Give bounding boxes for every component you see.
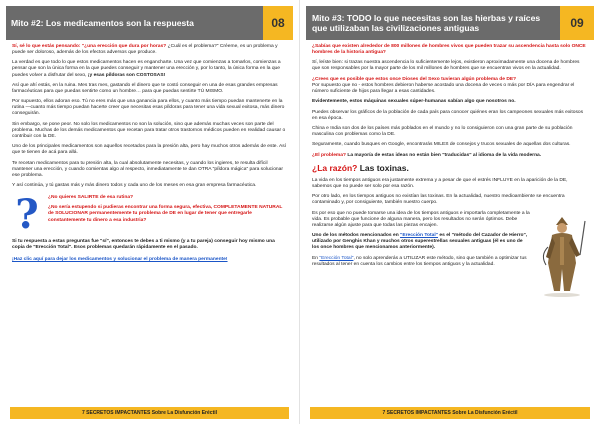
question-mark-icon: ? xyxy=(15,191,39,239)
paragraph: Seguramente, cuando busques en Google, encontrarás MILES de consejos y trucos sexuales de aquellas dos culturas. xyxy=(312,142,571,148)
paragraph: Así que ahí estás, en la ruina. Mes tras mes, gastando el dinero que te costó conseguir en una de esas grandes empresas farmacéuticas para que puedas sentirte como un hombre… para que puedas sentirte TÚ MISMO. xyxy=(12,82,278,94)
paragraph: Uno de los métodos mencionados en "Erección Total" es el "método del Cazador de Hierro", utilizado por Genghis Khan y muchos otros superestrellas sexuales antiguas (él es uno de los once hombres que mencionamos anteriormente). xyxy=(312,233,528,251)
page-number: 09 xyxy=(570,16,584,30)
cta-link[interactable]: ¡Haz clic aquí para dejar los medicamentos y solucionar el problema de manera permanente! xyxy=(12,257,228,263)
warrior-figure-icon xyxy=(536,211,588,297)
page-title: Mito #3: TODO lo que necesitas son las hierbas y raíces que utilizaban las civilizaciones antiguas xyxy=(306,6,560,40)
page-right xyxy=(300,0,600,424)
product-link[interactable]: "Erección Total" xyxy=(319,255,354,261)
paragraph: La verdad es que todo lo que estos medicamentos hacen es engancharte. Una vez que comienzas a tomarlos, comienzas a pensar que son la única forma en la que puedes conseguir y mantener una erección y, por lo tanto, la única forma en la que puedes volver a disfrutar del sexo, ¡y esas píldoras son COSTOSAS! xyxy=(12,60,281,78)
paragraph: Es por eso que no puede tomarse una idea de los tiempos antiguos e importarla completamente a la vida. Es probable que funcione de alguna manera, pero los resultados no serán óptimos. Debe realizarse algún ajuste para que todas las piezas encajen. xyxy=(312,210,530,228)
page-body xyxy=(312,44,588,400)
paragraph: Sí, sé lo que estás pensando: "¿una erección que dura por horas? ¿Cuál es el problema?" Créeme, es un problema y puede ser doloroso, además de los efectos adversos que produce. xyxy=(12,44,278,56)
paragraph: ¿El problema? La mayoría de estas ideas no están bien "traducidas" al idioma de la vida moderna. xyxy=(312,152,542,158)
warrior-illustration xyxy=(536,211,588,297)
page-header xyxy=(306,6,594,40)
page-number-badge xyxy=(263,6,293,40)
product-link[interactable]: "Erección Total" xyxy=(400,233,439,239)
call-to-action-text: Si tu respuesta a estas preguntas fue "sí", entonces te debes a ti mismo (y a tu pareja) conseguir hoy mismo una copia de "Erección Total". Esos problemas quedarán rápidamente en el pasado. xyxy=(12,239,275,251)
paragraph: Puedes observar los gráficos de la población de cada país para conocer quiénes eran los campeones sexuales más exitosos en esa época. xyxy=(312,109,584,121)
paragraph: Por supuesto, ellos adoran eso. Tú no eres más que una ganancia para ellos, y cuanto más tiempo puedan mantenerte en la rutina —cuanto más tiempo puedan hacerte creer que necesitas esas píldoras para tener una vida sexual exitosa, más dinero conseguirán. xyxy=(12,99,285,117)
paragraph: Sin embargo, se pone peor. No solo los medicamentos no son la solución, sino que además muchas veces son parte del problema. Muchas de los demás medicamentos que recetan para tratar otros trastornos médicos pueden en realidad causar o contribuir con la DE. xyxy=(12,121,286,139)
paragraph: Evidentemente, estos máquinas sexuales súper-humanas sabían algo que nosotros no. xyxy=(312,99,516,105)
paragraph: Y así continúa, y tú gastas más y más dinero todos y cada uno de los meses en esa gran empresa farmacéutica. xyxy=(12,183,257,188)
paragraph: Sí, leíste bien: si trazas nuestra ascendencia lo suficientemente lejos, existieron aproximadamente una docena de hombres que son responsables por la mayor parte de los mil millones de hombres que se encuentran vivos en la actualidad. xyxy=(312,60,580,72)
page-header xyxy=(6,6,293,40)
page-body xyxy=(12,44,287,400)
page-footer: 7 SECRETOS IMPACTANTES Sobre La Disfunción Eréctil xyxy=(10,407,289,419)
page-number: 08 xyxy=(271,16,285,30)
page-footer: 7 SECRETOS IMPACTANTES Sobre La Disfunción Eréctil xyxy=(310,407,590,419)
paragraph: Por otro lado, en los tiempos antiguos no existían las toxinas. En la actualidad, nuestro medioambiente se encuentra contaminado y, por consiguiente, también nuestro cuerpo. xyxy=(312,194,565,206)
question-2: ¿No sería estupendo si pudieras encontrar una forma segura, efectiva, COMPLETAMENTE NATURAL de SOLUCIONAR permanentemente tu problema de DE en lugar de tener que entregarle constantemente tu dinero a esa industria? xyxy=(48,205,283,223)
question-box xyxy=(12,191,287,239)
page-title: Mito #2: Los medicamentos son la respuesta xyxy=(6,6,263,40)
paragraph: La vida en los tiempos antiguos era justamente extrema y a pesar de que el estrés INFLUYE en la aparición de la DE, sabemos que no puede ser solo por esa razón. xyxy=(312,177,568,189)
paragraph: Uno de los principales medicamentos son aquellos recetados para la presión alta, pero hay muchos otros además de este. Así que te tienen de acá para allá. xyxy=(12,144,287,156)
question-1: ¿No quieres SALIRTE de esa rutina? xyxy=(48,195,134,201)
paragraph: China e India son dos de los países más poblados en el mundo y no lo consiguieron con una gran parte de su población masculina con problemas como la DE. xyxy=(312,125,573,137)
section-heading: ¿La razón? Las toxinas. xyxy=(312,162,409,173)
paragraph: En "Erección Total", no solo aprenderás a UTILIZAR este método, sino que también a optimizar tus resultados al tener en cuenta los cambios entre los tiempos antiguos y la actualidad. xyxy=(312,255,527,267)
paragraph: Te recetan medicamentos para tu presión alta, la cual absolutamente necesitas, y cuando los ingieres, te resulta difícil mantener una erección, y cuando comientas algo al respecto, inmediatamente te dan OTRA "píldora mágica" para solucionar ese problema. xyxy=(12,160,283,178)
paragraph: ¿Sabías que existen alrededor de 800 millones de hombres vivos que pueden trazar su ascendencia hasta solo ONCE hombres de la historia antigua? xyxy=(312,44,586,56)
paragraph: ¿Crees que es posible que estos once Dioses del Sexo tuvieran algún problema de DE? Por supuesto que no - estos hombres debieron haberse acostado una docena de veces o más por DÍA para engendrar el número suficiente de hijos para llegar a esas cantidades. xyxy=(312,76,575,94)
page-number-badge xyxy=(560,6,594,40)
